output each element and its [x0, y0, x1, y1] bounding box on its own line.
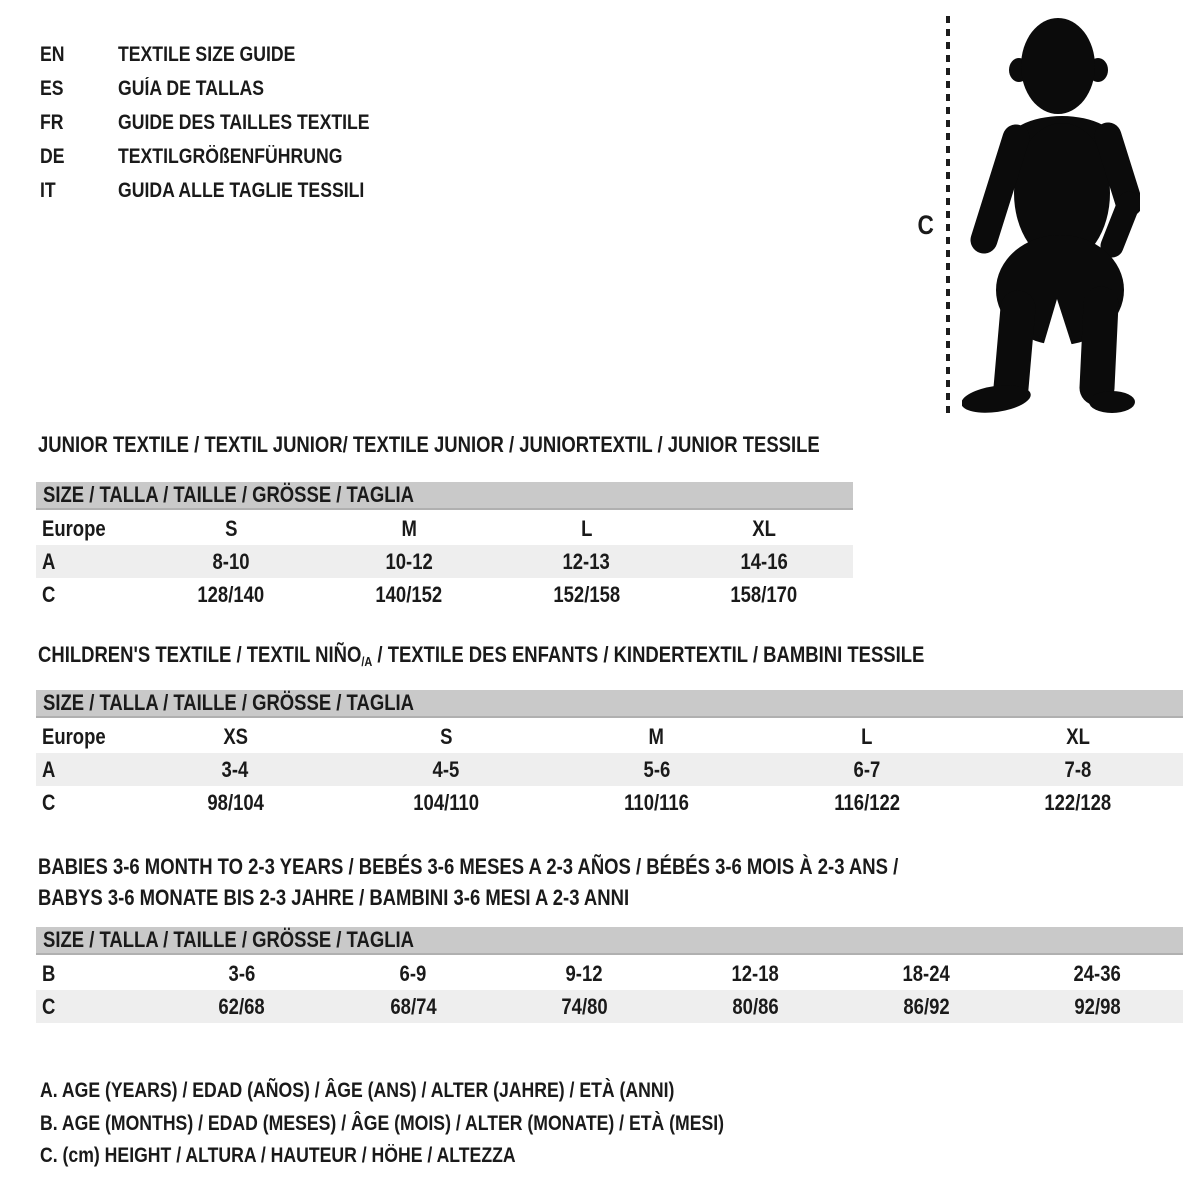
table-cell: 104/110: [413, 789, 479, 815]
legend-item: B. AGE (MONTHS) / EDAD (MESES) / ÂGE (MOIS) / ALTER (MONATE) / ETÀ (MESI): [40, 1111, 725, 1135]
table-cell: 140/152: [375, 581, 443, 607]
table-cell: M: [401, 515, 417, 541]
language-code: IT: [40, 179, 56, 202]
childrens-textile-section: [36, 643, 1183, 823]
table-cell: C: [42, 789, 56, 815]
table-cell: 110/116: [624, 789, 689, 815]
language-code: FR: [40, 111, 64, 134]
table-cell: 3-6: [228, 960, 256, 986]
table-cell: 8-10: [142, 545, 320, 578]
table-cell: 122/128: [1044, 789, 1112, 815]
size-header-bar: SIZE / TALLA / TAILLE / GRÖSSE / TAGLIA: [36, 690, 1183, 718]
language-title: GUIDA ALLE TAGLIE TESSILI: [118, 179, 365, 202]
table-cell: XL: [752, 515, 776, 541]
measure-label-c: C: [917, 210, 934, 240]
childrens-size-table: [36, 720, 1183, 819]
table-cell: A: [36, 545, 142, 578]
language-row: [40, 106, 417, 140]
table-cell: M: [648, 723, 665, 749]
table-cell: 80/86: [670, 990, 841, 1023]
table-cell: 6-7: [762, 753, 973, 786]
table-cell: 14-16: [675, 545, 853, 578]
table-cell: Europe: [42, 723, 106, 749]
junior-table-title: JUNIOR TEXTILE / TEXTIL JUNIOR/ TEXTILE JUNIOR / JUNIORTEXTIL / JUNIOR TESSILE: [38, 432, 820, 457]
table-cell: C: [42, 581, 56, 607]
table-row: [36, 753, 1183, 786]
babies-table-title: BABIES 3-6 MONTH TO 2-3 YEARS / BEBÉS 3-6 MESES A 2-3 AÑOS / BÉBÉS 3-6 MOIS À 2-3 ANS / BABYS 3-6 MONATE BIS 2-3 JAHRE / BAMBINI 3-6 MESI A 2-3 ANNI: [38, 854, 899, 910]
table-cell: L: [861, 723, 873, 749]
table-cell: 152/158: [553, 581, 620, 607]
childrens-table-title: CHILDREN'S TEXTILE / TEXTIL NIÑO/A / TEXTILE DES ENFANTS / KINDERTEXTIL / BAMBINI TESSILE: [38, 642, 925, 669]
toddler-silhouette: [962, 18, 1140, 420]
table-cell: 12-18: [731, 960, 779, 986]
measure-dashed-line: [946, 16, 950, 416]
junior-textile-section: [36, 433, 853, 613]
table-cell: 7-8: [972, 753, 1183, 786]
table-cell: A: [36, 753, 130, 786]
table-cell: 24-36: [1073, 960, 1122, 986]
table-cell: L: [580, 515, 593, 541]
table-cell: S: [224, 515, 238, 541]
table-cell: C: [36, 990, 156, 1023]
table-row: [36, 578, 853, 611]
table-cell: 18-24: [902, 960, 950, 986]
junior-size-table: [36, 512, 853, 611]
table-row: [36, 786, 1183, 819]
measurement-legend: [40, 1075, 854, 1173]
language-title: GUIDE DES TAILLES TEXTILE: [118, 111, 370, 134]
language-title-block: [40, 38, 417, 208]
size-header-bar: SIZE / TALLA / TAILLE / GRÖSSE / TAGLIA: [36, 482, 853, 510]
babies-textile-section: [36, 851, 1183, 1026]
table-cell: 68/74: [328, 990, 499, 1023]
language-row: [40, 38, 417, 72]
table-cell: 5-6: [551, 753, 762, 786]
table-cell: 10-12: [320, 545, 498, 578]
table-cell: 74/80: [499, 990, 670, 1023]
size-header-bar: SIZE / TALLA / TAILLE / GRÖSSE / TAGLIA: [36, 927, 1183, 955]
table-row: [36, 720, 1183, 753]
title-subscript: /A: [361, 654, 373, 669]
table-cell: 6-9: [399, 960, 427, 986]
table-cell: 98/104: [207, 789, 264, 815]
legend-item: C. (cm) HEIGHT / ALTURA / HAUTEUR / HÖHE / ALTEZZA: [40, 1144, 516, 1167]
table-row: [36, 512, 853, 545]
language-row: [40, 72, 417, 106]
language-title: TEXTILE SIZE GUIDE: [118, 43, 296, 66]
table-cell: 158/170: [730, 581, 798, 607]
table-cell: Europe: [42, 515, 106, 541]
language-title: GUÍA DE TALLAS: [118, 77, 265, 100]
table-cell: 3-4: [130, 753, 341, 786]
language-code: ES: [40, 77, 64, 100]
language-title: TEXTILGRÖßENFÜHRUNG: [118, 145, 343, 168]
table-cell: 86/92: [841, 990, 1012, 1023]
table-cell: 4-5: [341, 753, 552, 786]
babies-size-table: [36, 957, 1183, 1023]
legend-item: A. AGE (YEARS) / EDAD (AÑOS) / ÂGE (ANS) / ALTER (JAHRE) / ETÀ (ANNI): [40, 1079, 675, 1102]
language-code: EN: [40, 43, 65, 66]
table-cell: XL: [1065, 723, 1090, 749]
table-row: [36, 957, 1183, 990]
table-cell: 92/98: [1012, 990, 1183, 1023]
table-cell: 116/122: [834, 789, 900, 815]
table-cell: 62/68: [156, 990, 327, 1023]
table-cell: 128/140: [197, 581, 265, 607]
language-code: DE: [40, 145, 65, 168]
language-row: [40, 174, 417, 208]
table-cell: XS: [223, 723, 248, 749]
table-cell: 9-12: [565, 960, 603, 986]
table-cell: 12-13: [498, 545, 676, 578]
table-cell: S: [439, 723, 453, 749]
table-cell: B: [42, 960, 56, 986]
table-row: [36, 545, 853, 578]
language-row: [40, 140, 417, 174]
table-row: [36, 990, 1183, 1023]
